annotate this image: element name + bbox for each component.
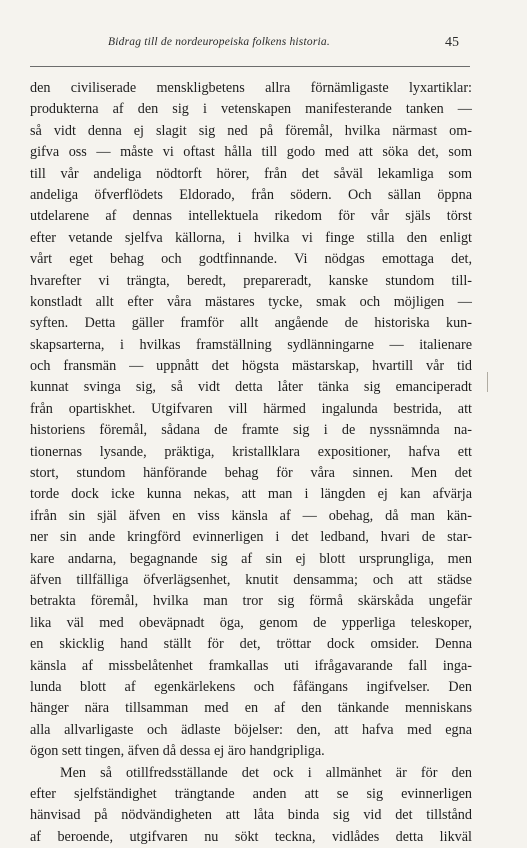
paragraph-end-line: ögon sett tingen, äfven då dessa ej äro handgripliga. [30,743,325,760]
header-rule [30,66,470,67]
text-line: från opartiskhet. Utgifvaren vill härmed ingalunda bestrida, att [30,400,472,417]
running-title: Bidrag till de nordeuropeiska folkens historia. [108,36,330,48]
text-line: betrakta föremål, hvilka man tror sig förmå skärskåda ungefär [30,593,472,610]
text-line: äfven tillfälliga öfverlägsenhet, knutit densamma; och att städse [30,571,472,588]
text-line: utdelarene af dennas intellektuela rikedom för vår själs törst [30,208,472,225]
text-line: historiens föremål, sådana de framte sig i de nyssnämnda na- [30,422,472,439]
text-line: ifrån sin själ äfven en viss känsla af — obehag, då man kän- [30,507,472,524]
text-line: efter sjelfständighet trängtande anden att se sig evinnerligen [30,785,472,802]
text-line: stort, stundom hänförande behag för våra sinnen. Men det [30,465,472,482]
text-line: tionernas lysande, präktiga, kristallklara expositioner, hafva ett [30,443,472,460]
text-line: kare andarna, begagnande sig af sin ej blott ursprungliga, men [30,550,472,567]
text-line: af beroende, utgifvaren nu sökt teckna, vidlådes detta likväl [30,828,472,845]
text-line: den civiliserade menskligbetens allra förnämligaste lyxartiklar: [30,80,472,96]
text-line: hänvisad på nödvändigheten att låta binda sig vid det tillstånd [30,807,472,824]
paragraph-start-line: Men så otillfredsställande det ock i allmänhet är för den [60,764,472,781]
text-line: skapsarterna, i hvilkas framställning sydlänningarne — italienare [30,336,472,353]
text-line: konstladt allt efter våra mästares tycke, smak och möjligen — [30,293,472,310]
text-line: alla allvarligaste och ädlaste böjelser: den, att hafva med egna [30,721,472,738]
text-line: produkterna af den sig i vetenskapen manifesterande tanken — [30,101,472,118]
text-line: syften. Detta gäller framför allt angående de historiska kun- [30,315,472,332]
text-line: efter vetande sjelfva källorna, i hvilka vi finge stilla den enligt [30,229,472,246]
text-line: så vidt denna ej slagit sig ned på föremål, hvilka närmast om- [30,122,472,139]
text-line: gifva oss — måste vi oftast hålla till godo med att söka det, som [30,144,472,161]
running-head [0,36,527,54]
text-line: vårt eget behag och godtfinnande. Vi nödgas emottaga det, [30,251,472,268]
text-line: lika väl med obeväpnadt öga, genom de ypperliga teleskoper, [30,614,472,631]
text-line: en skicklig hand ställt för det, tröttar dock omsider. Denna [30,636,472,653]
page-number: 45 [445,35,459,50]
text-line: och fransmän — uppnått det högsta mästarskap, hvartill vår tid [30,358,472,375]
text-line: ner sin ande kringförd evinnerligen i det ledband, hvari de star- [30,529,472,546]
text-line: till vår andeliga nödtorft hörer, från det såväl lekamliga som [30,165,472,182]
text-line: känsla af missbelåtenhet framkallas uti ifrågavarande fall inga- [30,657,472,674]
margin-mark [487,372,488,392]
text-line: torde dock icke kunna nekas, att man i längden ej kan afvärja [30,486,472,503]
text-line: hänger nära tillsamman med en af den tänkande menniskans [30,700,472,717]
text-line: hvarefter vi trängta, beredt, prepareradt, kanske stundom till- [30,272,472,289]
text-line: andeliga öfverflödets Eldorado, från södern. Och sällan öppna [30,186,472,203]
text-line: kunnat svinga sig, så vidt detta låter tänka sig emanciperadt [30,379,472,396]
body-text [30,78,472,848]
text-line: lunda blott af egenkärlekens och fåfängans ingifvelser. Den [30,678,472,695]
